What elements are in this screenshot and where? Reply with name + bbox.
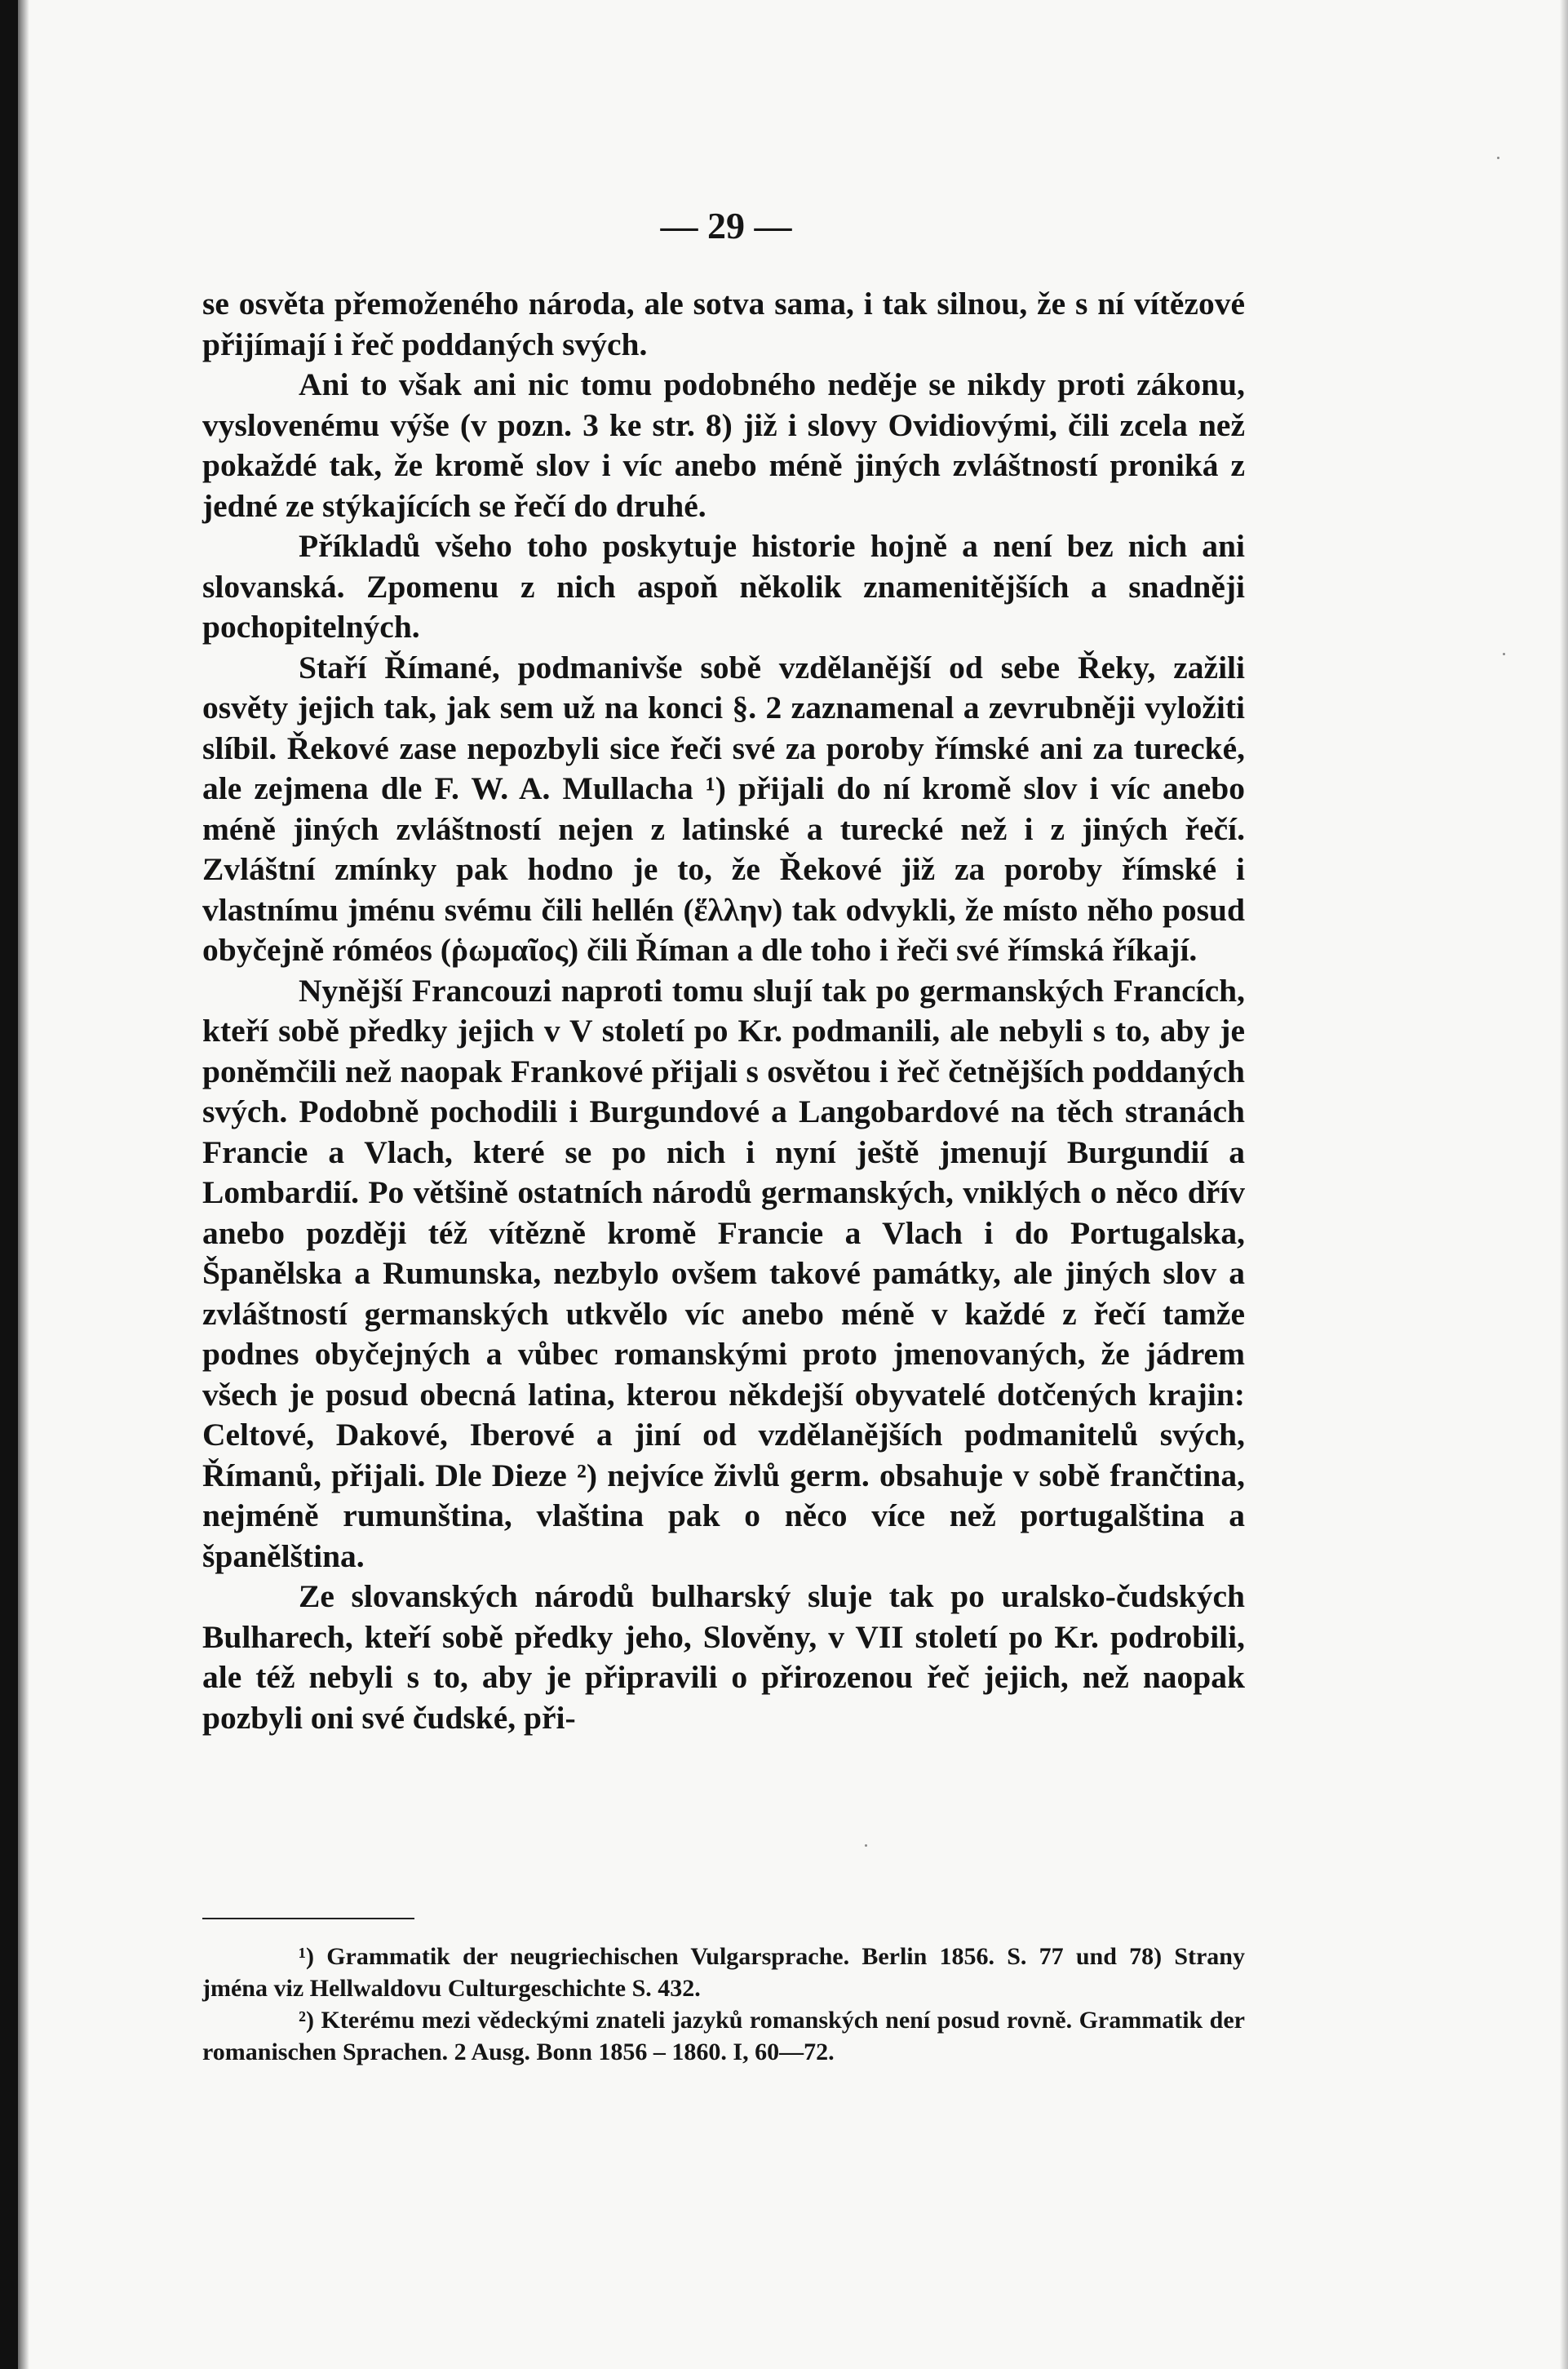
footnote: ²) Kterému mezi vědeckými znateli jazyků romanských není posud rovně. Grammatik der romanischen Sprachen. 2 Ausg. Bonn 1856 – 1860. I, 60—72. [202,2007,1245,2065]
paper-speck [1503,653,1505,655]
paragraph: se osvěta přemoženého národa, ale sotva sama, i tak silnou, že s ní vítězové přijímají i řeč poddaných svých. [202,286,1245,362]
paragraph: Příkladů všeho toho poskytuje historie hojně a není bez nich ani slovanská. Zpomenu z nich aspoň několik znamenitějších a snadněji pochopitelných. [202,528,1245,645]
paragraph: Staří Římané, podmanivše sobě vzdělanější od sebe Řeky, zažili osvěty jejich tak, jak sem už na konci §. 2 zaznamenal a zevrubněji vyložiti slíbil. Řekové zase nepozbyli sice řeči své za poroby římské ani za turecké, ale zejmena dle F. W. A. Mullacha ¹) přijali do ní kromě slov i víc anebo méně jiných zvláštností nejen z latinské a turecké než i z jiných řečí. Zvláštní zmínky pak hodno je to, že Řekové již za poroby římské i vlastnímu jménu svému čili hellén (ἕλλην) tak odvykli, že místo něho posud obyčejně róméos (ῥωμαῖος) čili Říman a dle toho i řeči své římská říkají. [202,649,1245,968]
page-edge [1560,0,1568,2369]
body-text [202,284,1245,1738]
binding-edge [0,0,18,2369]
paper-speck [865,1844,867,1847]
binding-shadow [18,0,29,2369]
paragraph: Ze slovanských národů bulharský sluje tak po uralsko-čudských Bulharech, kteří sobě předky jeho, Slověny, v VII století po Kr. podrobili, ale též nebyli s to, aby je připravili o přirozenou řeč jejich, než naopak pozbyli oni své čudské, při- [202,1578,1245,1736]
page-number: — 29 — [660,205,792,246]
paragraph: Nynější Francouzi naproti tomu slují tak po germanských Francích, kteří sobě předky jejich v V století po Kr. podmanili, ale nebyli s to, aby je poněmčili než naopak Frankové přijali s osvětou i řeč četnějších poddaných svých. Podobně pochodili i Burgundové a Langobardové na těch stranách Francie a Vlach, které se po nich i nyní ještě jmenují Burgundií a Lombardií. Po většině ostatních národů germanských, vniklých o něco dřív anebo později též vítězně kromě Francie a Vlach i do Portugalska, Španělska a Rumunska, nezbylo ovšem takové památky, ale jiných slov a zvláštností germanských utkvělo víc anebo méně v každé z řečí tamže podnes obyčejných a vůbec romanskými proto jmenovaných, že jádrem všech je posud obecná latina, kterou někdejší obyvatelé dotčených krajin: Celtové, Dakové, Iberové a jiní od vzdělanějších podmanitelů svých, Římanů, přijali. Dle Dieze ²) nejvíce živlů germ. obsahuje v sobě frančtina, nejméně rumunština, vlaština pak o něco více než portugalština a španělština. [202,972,1245,1574]
paper-speck [1497,157,1499,159]
footnote: ¹) Grammatik der neugriechischen Vulgarsprache. Berlin 1856. S. 77 und 78) Strany jména viz Hellwaldovu Culturgeschichte S. 432. [202,1943,1245,2002]
footnote-divider [202,1918,414,1919]
footnotes [202,1941,1245,2068]
paragraph: Ani to však ani nic tomu podobného neděje se nikdy proti zákonu, vyslovenému výše (v pozn. 3 ke str. 8) již i slovy Ovidiovými, čili zcela než pokaždé tak, že kromě slov i víc anebo méně jiných zvláštností proniká z jedné ze stýkajících se řečí do druhé. [202,366,1245,524]
